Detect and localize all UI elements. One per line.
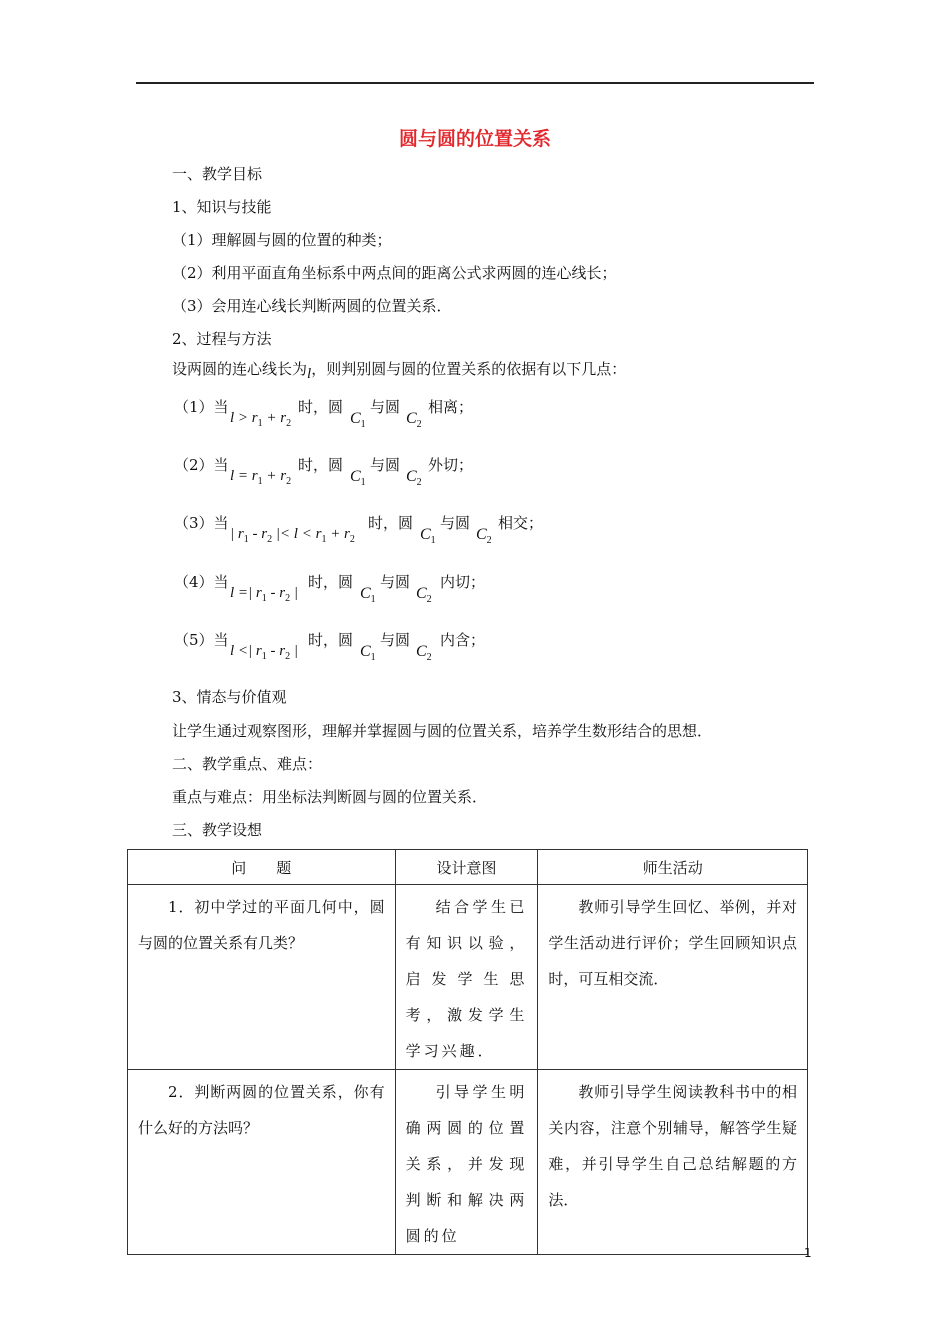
header-intent: 设计意图 <box>395 850 538 885</box>
table-row <box>128 1070 808 1255</box>
header-activity: 师生活动 <box>538 850 808 885</box>
condition-1-formula: $l > r_1 + r_2$ <box>230 410 292 429</box>
knowledge-item-3: （3）会用连心线长判断两圆的位置关系． <box>172 297 452 315</box>
condition-4-formula: l =| $r_1 - r_2$ | <box>230 585 298 604</box>
knowledge-item-1: （1）理解圆与圆的位置的种类； <box>172 231 392 249</box>
section-design: 三、教学设想 <box>172 821 263 839</box>
teaching-design-table <box>127 849 808 1255</box>
condition-5-formula: l <| $r_1 - r_2$ | <box>230 643 298 662</box>
subsection-process: 2、过程与方法 <box>172 330 272 348</box>
subsection-knowledge: 1、知识与技能 <box>172 198 272 216</box>
key-points-text: 重点与难点：用坐标法判断圆与圆的位置关系． <box>172 788 488 806</box>
row-1-intent: 结合学生已有知识以验，启发学生思考，激发学生学习兴趣． <box>405 898 528 1060</box>
knowledge-item-2: （2）利用平面直角坐标系中两点间的距离公式求两圆的连心线长； <box>172 264 617 282</box>
table-header-row <box>128 850 808 885</box>
row-1-question: 1．初中学过的平面几何中，圆与圆的位置关系有几类？ <box>138 898 385 952</box>
page-title: 圆与圆的位置关系 <box>398 128 551 150</box>
section-objectives: 一、教学目标 <box>172 165 263 183</box>
condition-2-formula: $l = r_1 + r_2$ <box>230 468 292 487</box>
table-row <box>128 885 808 1070</box>
row-1-activity: 教师引导学生回忆、举例，并对学生活动进行评价；学生回顾知识点时，可互相交流． <box>548 898 797 988</box>
subsection-values: 3、情态与价值观 <box>172 688 287 706</box>
process-intro: 设两圆的连心线长为l，则判别圆与圆的位置关系的依据有以下几点： <box>172 360 627 382</box>
condition-3-formula: | $r_1 - r_2$ |< $l < r_1 + r_2$ <box>230 526 355 545</box>
row-2-intent: 引导学生明确两圆的位置关系，并发现判断和解决两圆的位 <box>405 1083 528 1245</box>
row-2-activity: 教师引导学生阅读教科书中的相关内容，注意个别辅导，解答学生疑难，并引导学生自己总结解题的方法． <box>548 1083 797 1209</box>
header-rule <box>136 82 814 84</box>
section-key-points: 二、教学重点、难点： <box>172 755 323 773</box>
values-text: 让学生通过观察图形，理解并掌握圆与圆的位置关系，培养学生数形结合的思想． <box>172 722 713 740</box>
row-2-question: 2．判断两圆的位置关系，你有什么好的方法吗？ <box>138 1083 385 1137</box>
header-question: 问 题 <box>128 850 396 885</box>
page-number: 1 <box>804 1246 812 1260</box>
